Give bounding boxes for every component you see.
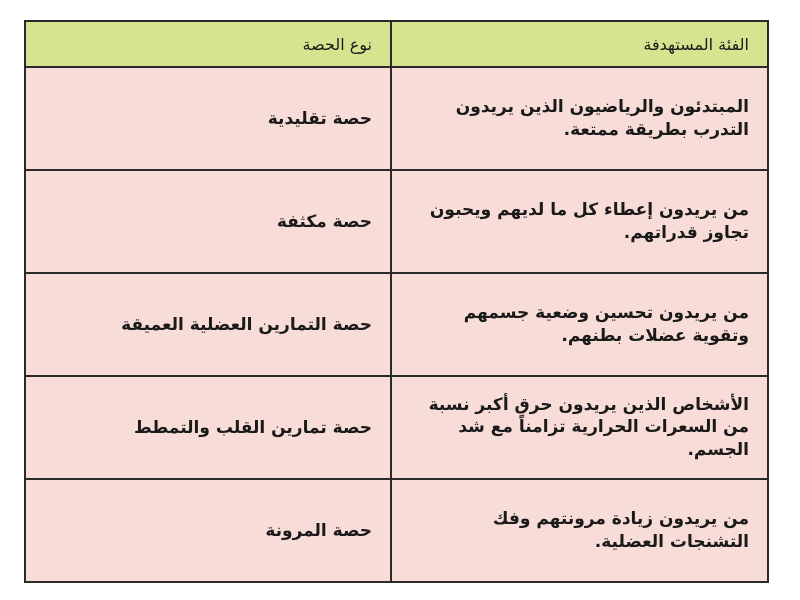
table-row bbox=[25, 67, 768, 170]
session-type-cell: حصة التمارين العضلية العميقة bbox=[25, 273, 391, 376]
table-row bbox=[25, 479, 768, 582]
table-row bbox=[25, 376, 768, 479]
target-group-cell: من يريدون تحسين وضعية جسمهم وتقوية عضلات بطنهم. bbox=[391, 273, 768, 376]
target-group-cell: المبتدئون والرياضيون الذين يريدون التدرب بطريقة ممتعة. bbox=[391, 67, 768, 170]
session-type-cell: حصة مكثفة bbox=[25, 170, 391, 273]
table-row bbox=[25, 170, 768, 273]
session-type-cell: حصة تقليدية bbox=[25, 67, 391, 170]
target-group-cell: الأشخاص الذين يريدون حرق أكبر نسبة من السعرات الحرارية تزامناً مع شد الجسم. bbox=[391, 376, 768, 479]
header-row bbox=[25, 21, 768, 67]
sessions-table bbox=[24, 20, 769, 583]
table-body bbox=[25, 67, 768, 582]
header-session-type: نوع الحصة bbox=[25, 21, 391, 67]
target-group-cell: من يريدون زيادة مرونتهم وفك التشنجات العضلية. bbox=[391, 479, 768, 582]
session-type-cell: حصة المرونة bbox=[25, 479, 391, 582]
target-group-cell: من يريدون إعطاء كل ما لديهم ويحبون تجاوز قدراتهم. bbox=[391, 170, 768, 273]
header-target-group: الفئة المستهدفة bbox=[391, 21, 768, 67]
sessions-table-wrapper bbox=[24, 20, 767, 583]
table-row bbox=[25, 273, 768, 376]
table-header bbox=[25, 21, 768, 67]
session-type-cell: حصة تمارين القلب والتمطط bbox=[25, 376, 391, 479]
